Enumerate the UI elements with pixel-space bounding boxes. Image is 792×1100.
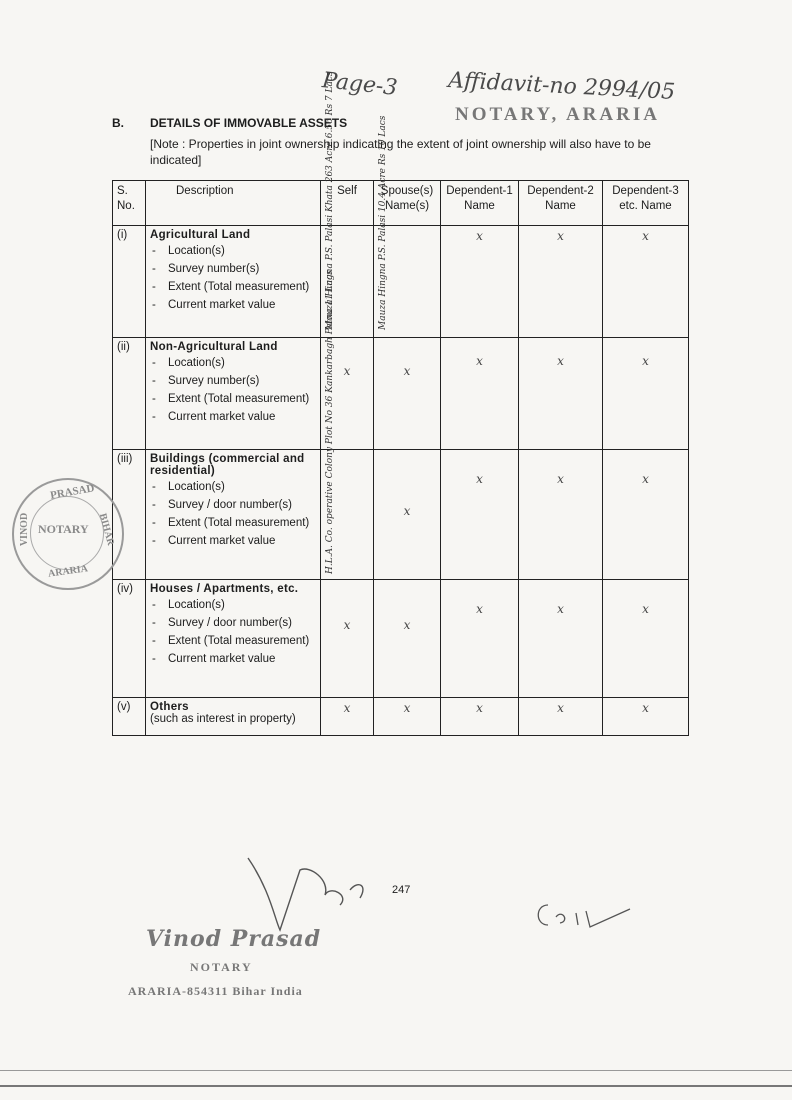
row-item: - Survey number(s) — [150, 261, 316, 277]
row-item: - Extent (Total measurement) — [150, 515, 316, 531]
row-description — [146, 338, 321, 450]
handwritten-affidavit-number: Affidavit-no 2994/05 — [447, 68, 676, 105]
table-row — [113, 226, 689, 338]
row-category: Others — [150, 701, 189, 713]
seal-left-text: VINOD — [19, 512, 31, 547]
cell-dependent-1: x — [441, 698, 519, 736]
signer-role: NOTARY — [190, 960, 253, 974]
signer-name: Vinod Prasad — [146, 926, 322, 952]
section-letter: B. — [112, 116, 124, 130]
row-category: Buildings (commercial and residential) — [150, 453, 305, 477]
cell-self: x — [321, 338, 374, 450]
row-description — [146, 226, 321, 338]
table-row — [113, 580, 689, 698]
row-item: - Location(s) — [150, 243, 316, 259]
row-description — [146, 698, 321, 736]
row-item: - Survey / door number(s) — [150, 497, 316, 513]
row-sno: (iii) — [113, 450, 146, 580]
row-item: - Current market value — [150, 409, 316, 425]
cell-spouse: x — [374, 338, 441, 450]
cell-self: x — [321, 580, 374, 698]
right-signature-scribble — [530, 895, 640, 935]
table-row — [113, 338, 689, 450]
scan-edge-line — [0, 1085, 792, 1087]
row-sno: (iv) — [113, 580, 146, 698]
header-sno: S. No. — [113, 181, 146, 226]
seal-center-text: NOTARY — [38, 522, 89, 536]
seal-bottom-text: ARARIA — [47, 563, 89, 580]
table-row — [113, 698, 689, 736]
cell-dependent-2: x — [519, 698, 603, 736]
handwritten-page-number: Page-3 — [320, 68, 399, 101]
header-spouse: Spouse(s) Name(s) — [374, 181, 441, 226]
table-row — [113, 450, 689, 580]
cell-dependent-3: x — [603, 226, 689, 338]
row-category: Agricultural Land — [150, 229, 251, 241]
handwritten-self-entry: H.L.A. Co. operative Colony Plot No 36 Kankarbagh Patna 11 Lacs — [325, 270, 335, 574]
cell-dependent-1: x — [441, 226, 519, 338]
notary-seal — [12, 478, 124, 590]
cell-self — [321, 270, 374, 580]
cell-self: x — [321, 698, 374, 736]
cell-dependent-3: x — [603, 580, 689, 698]
cell-dependent-2: x — [519, 226, 603, 338]
row-sno: (ii) — [113, 338, 146, 450]
row-item: - Extent (Total measurement) — [150, 391, 316, 407]
header-description: Description — [146, 181, 321, 226]
row-sno: (i) — [113, 226, 146, 338]
cell-spouse: x — [374, 580, 441, 698]
scan-edge-line — [0, 1070, 792, 1071]
row-item: - Location(s) — [150, 597, 316, 613]
header-dependent-2: Dependent-2 Name — [519, 181, 603, 226]
cell-dependent-2: x — [519, 580, 603, 698]
row-description — [146, 580, 321, 698]
page-number: 247 — [392, 884, 411, 896]
table-header-row — [113, 181, 689, 226]
cell-dependent-2: x — [519, 338, 603, 450]
row-item: - Extent (Total measurement) — [150, 633, 316, 649]
header-dependent-1: Dependent-1 Name — [441, 181, 519, 226]
header-self: Self — [321, 181, 374, 226]
header-dependent-3: Dependent-3 etc. Name — [603, 181, 689, 226]
cell-dependent-3: x — [603, 450, 689, 580]
row-subtext: (such as interest in property) — [150, 713, 296, 725]
row-description — [146, 450, 321, 580]
row-item: - Current market value — [150, 297, 316, 313]
cell-dependent-1: x — [441, 580, 519, 698]
section-note: [Note : Properties in joint ownership indicating the extent of joint ownership will also have to be indicated] — [150, 137, 651, 167]
cell-dependent-1: x — [441, 338, 519, 450]
row-item: - Location(s) — [150, 355, 316, 371]
signer-address: ARARIA-854311 Bihar India — [128, 984, 303, 998]
seal-top-text: PRASAD — [49, 482, 96, 502]
row-item: - Location(s) — [150, 479, 316, 495]
cell-dependent-1: x — [441, 450, 519, 580]
cell-spouse: x — [374, 450, 441, 580]
seal-right-text: BIHAR — [96, 512, 116, 547]
row-item: - Current market value — [150, 651, 316, 667]
row-item: - Extent (Total measurement) — [150, 279, 316, 295]
notary-stamp-text: NOTARY, ARARIA — [455, 104, 660, 125]
cell-spouse: x — [374, 698, 441, 736]
handwritten-self-entry: Mouza Hingna P.S. Palasi Khata 263 Acre 6.56 Rs 7 Lacs — [325, 71, 335, 330]
row-item: - Survey / door number(s) — [150, 615, 316, 631]
cell-dependent-2: x — [519, 450, 603, 580]
row-category: Houses / Apartments, etc. — [150, 583, 299, 595]
cell-dependent-3: x — [603, 338, 689, 450]
row-sno: (v) — [113, 698, 146, 736]
handwritten-spouse-entry: Mauza Hingna P.S. Palasi 10.4 Acre Rs 10 Lacs — [378, 115, 388, 330]
cell-dependent-3: x — [603, 698, 689, 736]
row-item: - Current market value — [150, 533, 316, 549]
row-category: Non-Agricultural Land — [150, 341, 278, 353]
section-title: DETAILS OF IMMOVABLE ASSETS — [150, 116, 348, 130]
row-item: - Survey number(s) — [150, 373, 316, 389]
